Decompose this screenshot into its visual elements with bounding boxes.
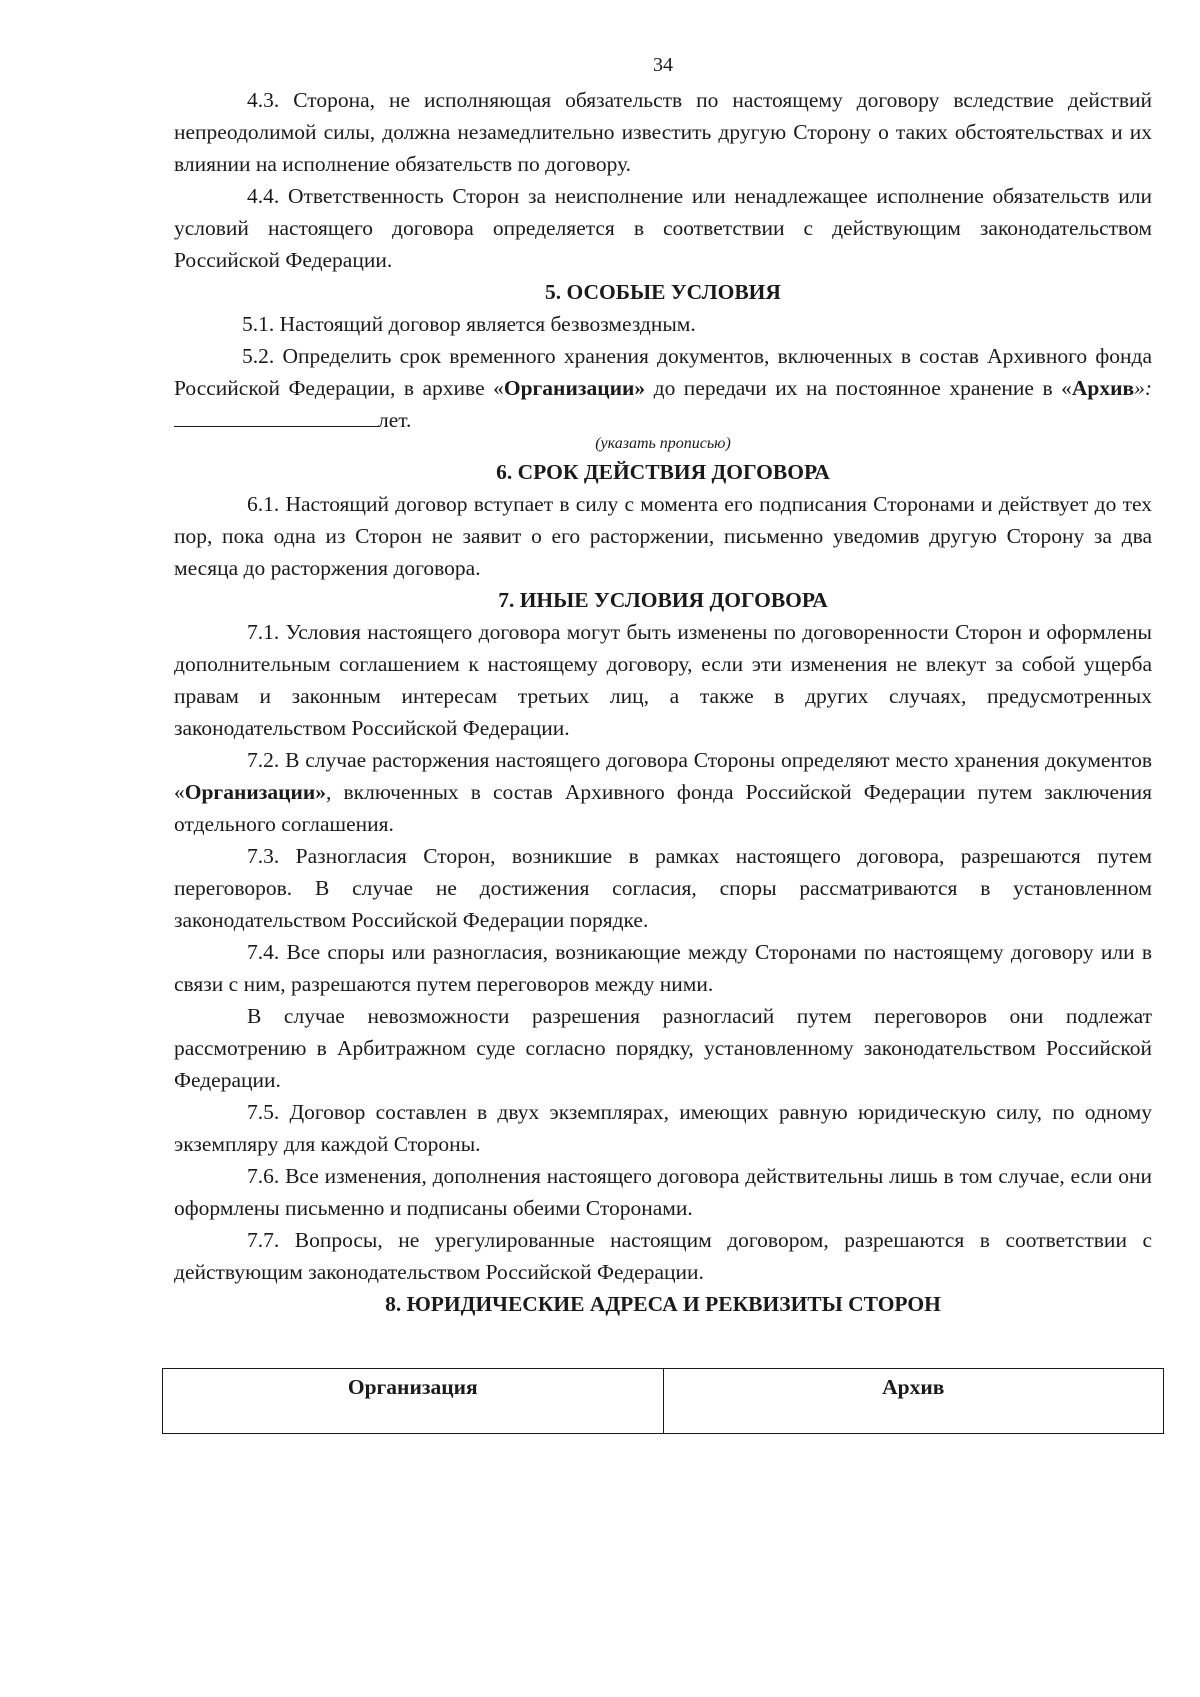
parties-table	[162, 1368, 1164, 1434]
clause-7-2-text-1: 7.2. В случае расторжения настоящего договора Стороны определяют место хранения документов «	[174, 748, 1152, 804]
clause-7-4-continuation: В случае невозможности разрешения разногласий путем переговоров они подлежат рассмотрению в Арбитражном суде согласно порядку, установленному законодательством Российской Федерации.	[174, 1004, 1152, 1092]
clause-7-2-text-2: , включенных в состав Архивного фонда Российской Федерации путем заключения отдельного соглашения.	[174, 780, 1152, 836]
clause-7-7: 7.7. Вопросы, не урегулированные настоящим договором, разрешаются в соответствии с действующим законодательством Российской Федерации.	[174, 1228, 1152, 1284]
clause-7-4: 7.4. Все споры или разногласия, возникающие между Сторонами по настоящему договору или в связи с ним, разрешаются путем переговоров между ними.	[174, 940, 1152, 996]
section-6-heading: 6. СРОК ДЕЙСТВИЯ ДОГОВОРА	[496, 460, 830, 484]
clause-7-6: 7.6. Все изменения, дополнения настоящего договора действительны лишь в том случае, если они оформлены письменно и подписаны обеими Сторонами.	[174, 1164, 1152, 1220]
clause-5-2-archive: Архив	[1071, 376, 1135, 400]
clause-7-1: 7.1. Условия настоящего договора могут быть изменены по договоренности Сторон и оформлены дополнительным соглашением к настоящему договору, если эти изменения не влекут за собой ущерба правам и законным интересам третьих лиц, а также в других случаях, предусмотренных законодательством Российской Федерации.	[174, 620, 1152, 740]
clause-5-2-text-2: до передачи их на постоянное хранение в «	[645, 376, 1072, 400]
clause-4-4: 4.4. Ответственность Сторон за неисполнение или ненадлежащее исполнение обязательств или условий настоящего договора определяется в соответствии с действующим законодательством Российской Федерации.	[174, 184, 1152, 272]
retention-term-blank[interactable]	[174, 406, 378, 427]
clause-5-1: 5.1. Настоящий договор является безвозмездным.	[242, 312, 696, 336]
document-page	[174, 52, 1152, 1320]
clause-7-5: 7.5. Договор составлен в двух экземплярах, имеющих равную юридическую силу, по одному экземпляру для каждой Стороны.	[174, 1100, 1152, 1156]
clause-5-2-text-1: 5.2. Определить срок временного хранения документов, включенных в состав Архивного фонда Российской Федерации, в архиве «	[174, 344, 1152, 400]
clause-5-2	[174, 340, 1152, 436]
clause-6-1: 6.1. Настоящий договор вступает в силу с момента его подписания Сторонами и действует до тех пор, пока одна из Сторон не заявит о его расторжении, письменно уведомив другую Сторону за два месяца до расторжения договора.	[174, 492, 1152, 580]
page-number: 34	[653, 54, 673, 76]
party-organization-header: Организация	[347, 1375, 478, 1399]
clause-5-2-quote: »:	[1134, 376, 1153, 400]
party-archive-header: Архив	[663, 1369, 1164, 1433]
section-7-heading: 7. ИНЫЕ УСЛОВИЯ ДОГОВОРА	[498, 588, 828, 612]
section-8-heading: 8. ЮРИДИЧЕСКИЕ АДРЕСА И РЕКВИЗИТЫ СТОРОН	[385, 1292, 941, 1316]
clause-7-2	[174, 744, 1152, 840]
clause-5-2-organization: Организации»	[503, 376, 646, 400]
clause-7-2-organization: Организации»	[184, 780, 327, 804]
clause-5-2-years: лет.	[378, 408, 412, 432]
clause-7-3: 7.3. Разногласия Сторон, возникшие в рамках настоящего договора, разрешаются путем переговоров. В случае не достижения согласия, споры рассматриваются в установленном законодательством Российской Федерации порядке.	[174, 844, 1152, 932]
clause-4-3: 4.3. Сторона, не исполняющая обязательств по настоящему договору вследствие действий непреодолимой силы, должна незамедлительно известить другую Сторону о таких обстоятельствах и их влиянии на исполнение обязательств по договору.	[174, 88, 1152, 176]
fill-in-hint: (указать прописью)	[595, 435, 731, 452]
section-5-heading: 5. ОСОБЫЕ УСЛОВИЯ	[545, 280, 781, 304]
